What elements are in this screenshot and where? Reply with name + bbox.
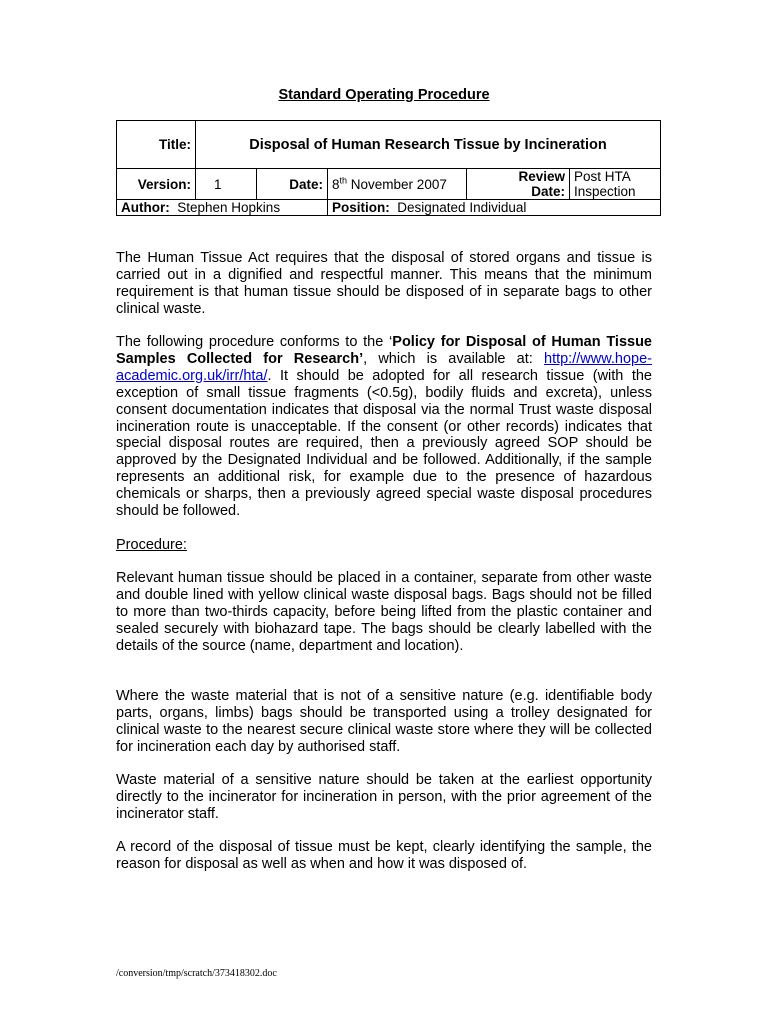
paragraph-sensitive: Waste material of a sensitive nature should be taken at the earliest opportunity directly to the incinerator for incineration in person, with the prior agreement of the incinerator staff. (116, 772, 652, 822)
paragraph-transport: Where the waste material that is not of a sensitive nature (e.g. identifiable body parts, organs, limbs) bags should be transported using a trolley designated for clinical waste to the nearest secure clinical waste store where they will be collected for incineration each day by authorised staff. (116, 688, 652, 755)
date-suffix: th (339, 175, 348, 185)
title-row (117, 121, 661, 169)
review-label-line-1: Review (518, 169, 565, 184)
sop-header-table (116, 120, 661, 216)
title-value: Disposal of Human Research Tissue by Incineration (196, 121, 661, 169)
paragraph-record: A record of the disposal of tissue must be kept, clearly identifying the sample, the reason for disposal as well as when and how it was disposed of. (116, 839, 652, 872)
policy-link[interactable]: http://www.hope-academic.org.uk/irr/hta/ (116, 350, 652, 384)
position-label: Position: (332, 200, 390, 215)
review-value-line-2: Inspection (574, 184, 636, 199)
date-label: Date: (257, 169, 328, 200)
policy-rest: . It should be adopted for all research tissue (with the exception of small tissue fragments (<0.5g), bodily fluids and excreta), unless consent documentation indicates that disposal via the normal Trust waste disposal incineration route is unacceptable. If the consent (or other records) indicates that special disposal routes are required, then a previously agreed SOP should be approved by the Designated Individual and be followed. Additionally, if the sample represents an additional risk, for example due to the presence of hazardous chemicals or sharps, then a previously agreed special waste disposal procedures should be followed. (116, 367, 652, 520)
author-label: Author: (121, 200, 170, 215)
author-row (117, 200, 661, 216)
document-heading: Standard Operating Procedure (278, 87, 490, 103)
footer-file-path: /conversion/tmp/scratch/373418302.doc (116, 968, 277, 979)
title-label: Title: (117, 121, 196, 169)
review-date-value (570, 169, 661, 200)
review-value-line-1: Post HTA (574, 169, 631, 184)
version-row (117, 169, 661, 200)
paragraph-intro: The Human Tissue Act requires that the disposal of stored organs and tissue is carried out in a dignified and respectful manner. This means that the minimum requirement is that human tissue should be disposed of in separate bags to other clinical waste. (116, 250, 652, 317)
author-cell (117, 200, 328, 216)
policy-intro: The following procedure conforms to the ‘ (116, 334, 393, 350)
review-label-line-2: Date: (531, 184, 565, 199)
position-cell (328, 200, 661, 216)
paragraph-container: Relevant human tissue should be placed in a container, separate from other waste and double lined with yellow clinical waste disposal bags. Bags should not be filled to more than two-thirds capacity, before being lifted from the plastic container and sealed securely with biohazard tape. The bags should be clearly labelled with the details of the source (name, department and location). (116, 570, 652, 654)
version-value: 1 (196, 169, 257, 200)
policy-name: Policy for Disposal of Human Tissue Samples Collected for Research’ (116, 334, 652, 367)
policy-after: , which is available at: (363, 350, 544, 367)
date-day: 8 (332, 176, 340, 192)
date-rest: November 2007 (347, 176, 447, 192)
author-value: Stephen Hopkins (177, 200, 281, 215)
procedure-heading-text: Procedure: (116, 537, 187, 553)
review-date-label (467, 169, 570, 200)
position-value: Designated Individual (397, 200, 527, 215)
version-label: Version: (117, 169, 196, 200)
date-value (328, 169, 467, 200)
procedure-heading (116, 537, 652, 554)
paragraph-policy (116, 334, 652, 520)
